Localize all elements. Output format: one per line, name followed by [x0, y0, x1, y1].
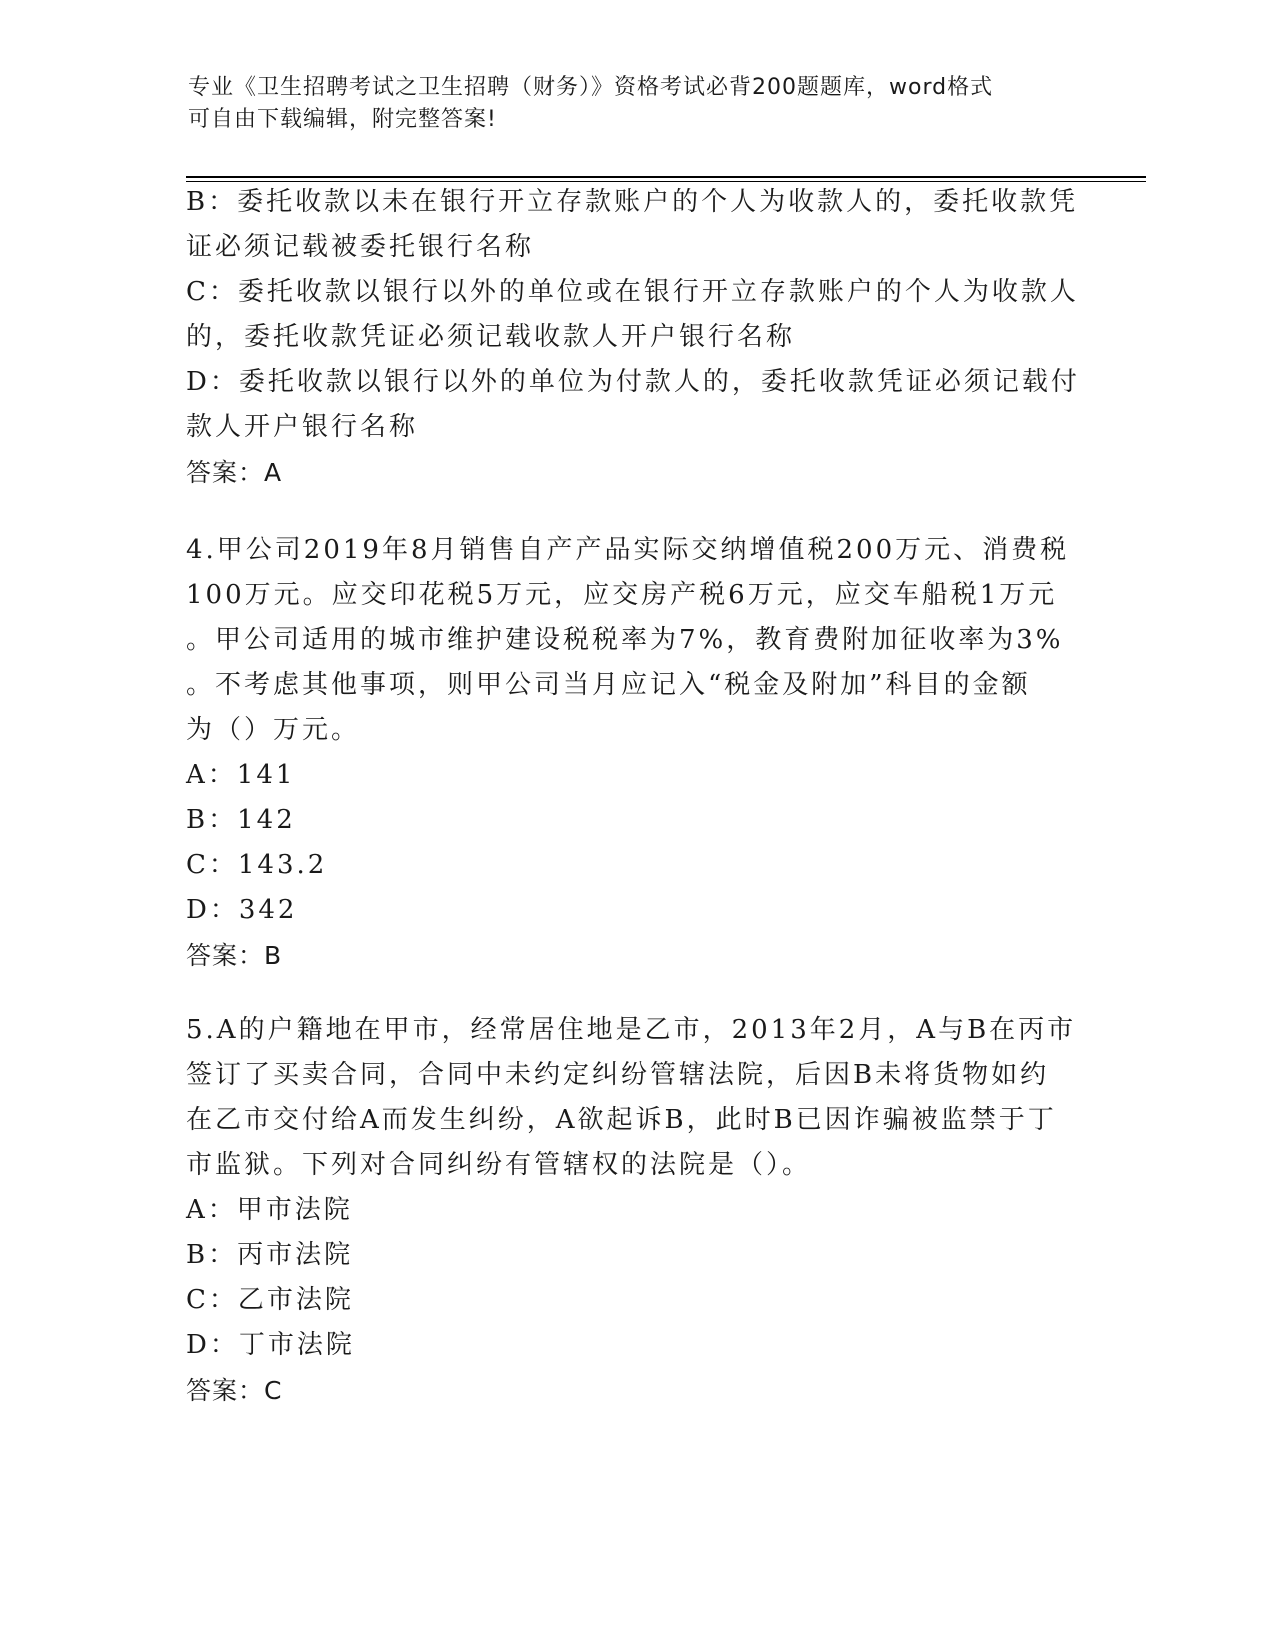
q5-option-d: D：丁市法院: [186, 1330, 355, 1360]
q5-option-c: C：乙市法院: [186, 1285, 354, 1315]
question-4: [186, 528, 1086, 978]
header-title-line-1: 专业《卫生招聘考试之卫生招聘（财务）》资格考试必背200题题库，word格式: [188, 75, 994, 100]
q4-stem-line-3: 。甲公司适用的城市维护建设税税率为7%，教育费附加征收率为3%: [186, 625, 1064, 655]
q4-option-c: C：143.2: [186, 850, 328, 880]
q4-stem-line-2: 100万元。应交印花税5万元，应交房产税6万元，应交车船税1万元: [186, 580, 1058, 610]
q3-answer: 答案：A: [186, 458, 283, 487]
q5-stem-line-4: 市监狱。下列对合同纠纷有管辖权的法院是（）。: [186, 1150, 812, 1180]
q4-stem-line-1: 4.甲公司2019年8月销售自产产品实际交纳增值税200万元、消费税: [186, 535, 1070, 565]
q4-answer: 答案：B: [186, 941, 283, 970]
q5-stem-line-3: 在乙市交付给A而发生纠纷，A欲起诉B，此时B已因诈骗被监禁于丁: [186, 1105, 1057, 1135]
q5-answer: 答案：C: [186, 1376, 283, 1405]
q4-stem-line-4: 。不考虑其他事项，则甲公司当月应记入“税金及附加”科目的金额: [186, 670, 1031, 700]
q3-option-d-line-1: D：委托收款以银行以外的单位为付款人的，委托收款凭证必须记载付: [186, 367, 1080, 397]
question-5: [186, 1008, 1086, 1413]
q5-stem-line-1: 5.A的户籍地在甲市，经常居住地是乙市，2013年2月，A与B在丙市: [186, 1015, 1077, 1045]
q5-stem-line-2: 签订了买卖合同，合同中未约定纠纷管辖法院，后因B未将货物如约: [186, 1060, 1050, 1090]
q3-option-c-line-2: 的，委托收款凭证必须记载收款人开户银行名称: [186, 322, 796, 352]
document-header: [188, 72, 1068, 136]
q5-option-b: B：丙市法院: [186, 1240, 354, 1270]
q5-option-a: A：甲市法院: [186, 1195, 353, 1225]
q3-option-b-line-2: 证必须记载被委托银行名称: [186, 232, 535, 262]
question-3-continued: [186, 180, 1086, 495]
q4-option-d: D：342: [186, 895, 298, 925]
q4-option-a: A：141: [186, 760, 296, 790]
header-title-line-2: 可自由下载编辑，附完整答案!: [188, 107, 497, 132]
q3-option-d-line-2: 款人开户银行名称: [186, 412, 419, 442]
header-divider-thick: [186, 176, 1146, 178]
q4-option-b: B：142: [186, 805, 296, 835]
q3-option-c-line-1: C：委托收款以银行以外的单位或在银行开立存款账户的个人为收款人: [186, 277, 1079, 307]
q3-option-b-line-1: B：委托收款以未在银行开立存款账户的个人为收款人的，委托收款凭: [186, 187, 1079, 217]
q4-stem-line-5: 为（）万元。: [186, 715, 361, 745]
